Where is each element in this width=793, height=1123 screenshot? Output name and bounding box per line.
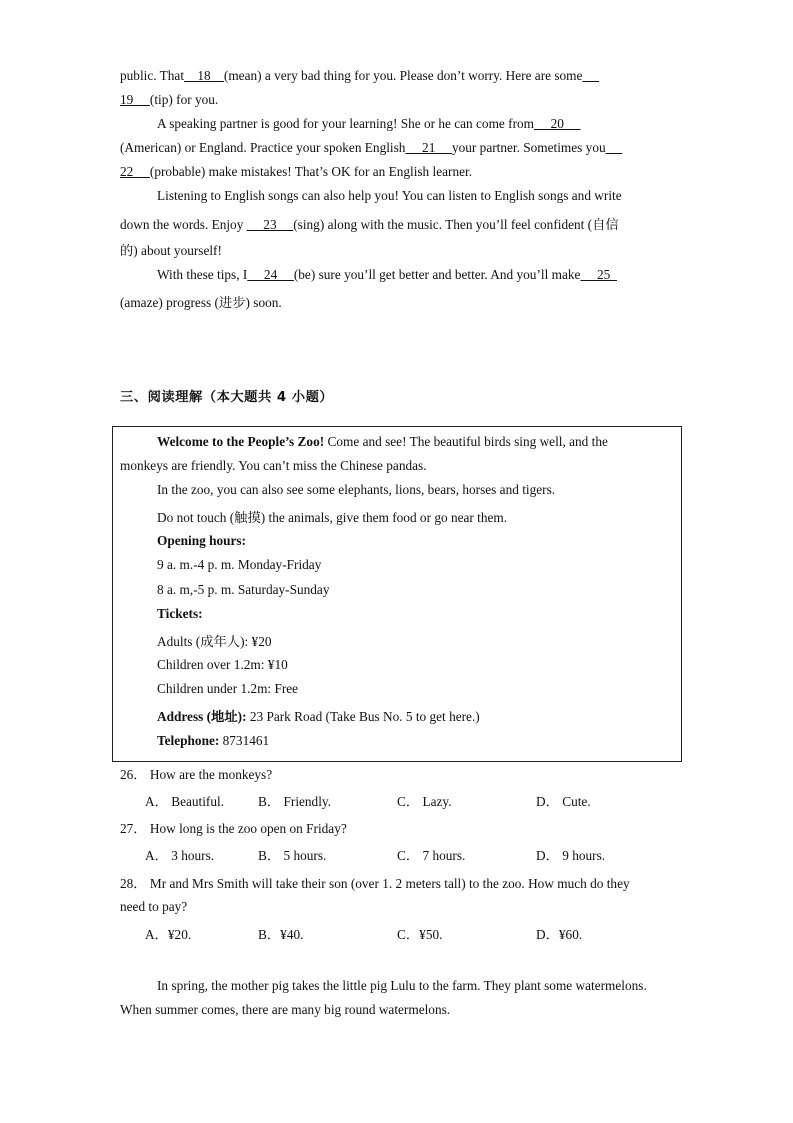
passage1-line-1 [120,68,599,84]
text: (be) sure you’ll get better and better. And you’ll make [293,267,581,282]
blank-20: 20 [534,116,581,131]
tickets-label: Tickets: [157,606,203,621]
telephone-line [157,733,269,749]
blank-18: 18 [184,68,224,83]
notice-line-2: monkeys are friendly. You can’t miss the Chinese pandas. [120,458,427,473]
text: public. That [120,68,185,83]
ticket-children-over: Children over 1.2m: ¥10 [157,657,288,672]
passage2-line-1: In spring, the mother pig takes the little pig Lulu to the farm. They plant some watermelons. [157,978,647,993]
q27-option-a: A． 3 hours. [145,848,215,863]
blank-24: 24 [247,267,294,282]
q26-option-d: D． Cute. [536,794,591,809]
q28-option-c: C．¥50. [397,927,443,942]
ticket-children-under: Children under 1.2m: Free [157,681,299,696]
hours-weekday: 9 a. m.-4 p. m. Monday-Friday [157,557,322,572]
blank-25: 25 [580,267,617,282]
passage1-line-3 [157,116,581,132]
address-value: 23 Park Road (Take Bus No. 5 to get here.) [246,709,480,724]
q27-option-b: B． 5 hours. [258,848,327,863]
text: (tip) for you. [149,92,219,107]
q28-option-b: B．¥40. [258,927,304,942]
text: A speaking partner is good for your learning! She or he can come from [157,116,535,131]
passage1-line-8: 的) about yourself! [120,243,222,258]
passage1-line-4 [120,140,622,156]
ticket-adults: Adults (成年人): ¥20 [157,634,272,649]
passage1-line-9 [157,267,617,283]
blank-23: 23 [246,217,294,232]
passage1-line-2 [120,92,218,108]
address-label: Address (地址): [157,709,247,724]
telephone-label: Telephone: [157,733,220,748]
text: With these tips, I [157,267,248,282]
q27-option-c: C． 7 hours. [397,848,466,863]
blank-22: 22 [120,164,150,179]
opening-hours-label: Opening hours: [157,533,247,548]
q27-option-d: D． 9 hours. [536,848,606,863]
q28-option-a: A．¥20. [145,927,192,942]
passage1-line-6: Listening to English songs can also help you! You can listen to English songs and write [157,188,622,203]
passage1-line-5 [120,164,472,180]
welcome-title: Welcome to the People’s Zoo! [157,434,325,449]
notice-line-4: Do not touch (触摸) the animals, give them food or go near them. [157,510,508,525]
telephone-value: 8731461 [219,733,270,748]
q28-option-d: D．¥60. [536,927,583,942]
question-27: 27． How long is the zoo open on Friday? [120,821,347,836]
address-line [157,706,480,725]
blank-22-start [606,140,623,155]
text: your partner. Sometimes you [451,140,606,155]
question-28-cont: need to pay? [120,899,188,914]
text: (mean) a very bad thing for you. Please don’t worry. Here are some [223,68,583,83]
blank-19-start [582,68,599,83]
text: down the words. Enjoy [120,217,247,232]
blank-21: 21 [405,140,452,155]
blank-19: 19 [120,92,150,107]
q26-option-b: B． Friendly. [258,794,332,809]
text: (probable) make mistakes! That’s OK for an English learner. [149,164,473,179]
passage1-line-7 [120,214,619,233]
question-26: 26． How are the monkeys? [120,767,273,782]
question-28: 28． Mr and Mrs Smith will take their son (over 1. 2 meters tall) to the zoo. How much do they [120,876,630,891]
q26-option-c: C． Lazy. [397,794,452,809]
q26-option-a: A． Beautiful. [145,794,225,809]
text: Come and see! The beautiful birds sing well, and the [324,434,608,449]
section-heading: 三、阅读理解（本大题共 4 小题） [120,390,334,405]
notice-line-3: In the zoo, you can also see some elephants, lions, bears, horses and tigers. [157,482,556,497]
notice-welcome [157,434,608,450]
text: (sing) along with the music. Then you’ll feel confident (自信 [293,217,619,232]
passage1-line-10: (amaze) progress (进步) soon. [120,295,282,310]
passage2-line-2: When summer comes, there are many big round watermelons. [120,1002,451,1017]
hours-weekend: 8 a. m,-5 p. m. Saturday-Sunday [157,582,330,597]
text: (American) or England. Practice your spoken English [120,140,406,155]
